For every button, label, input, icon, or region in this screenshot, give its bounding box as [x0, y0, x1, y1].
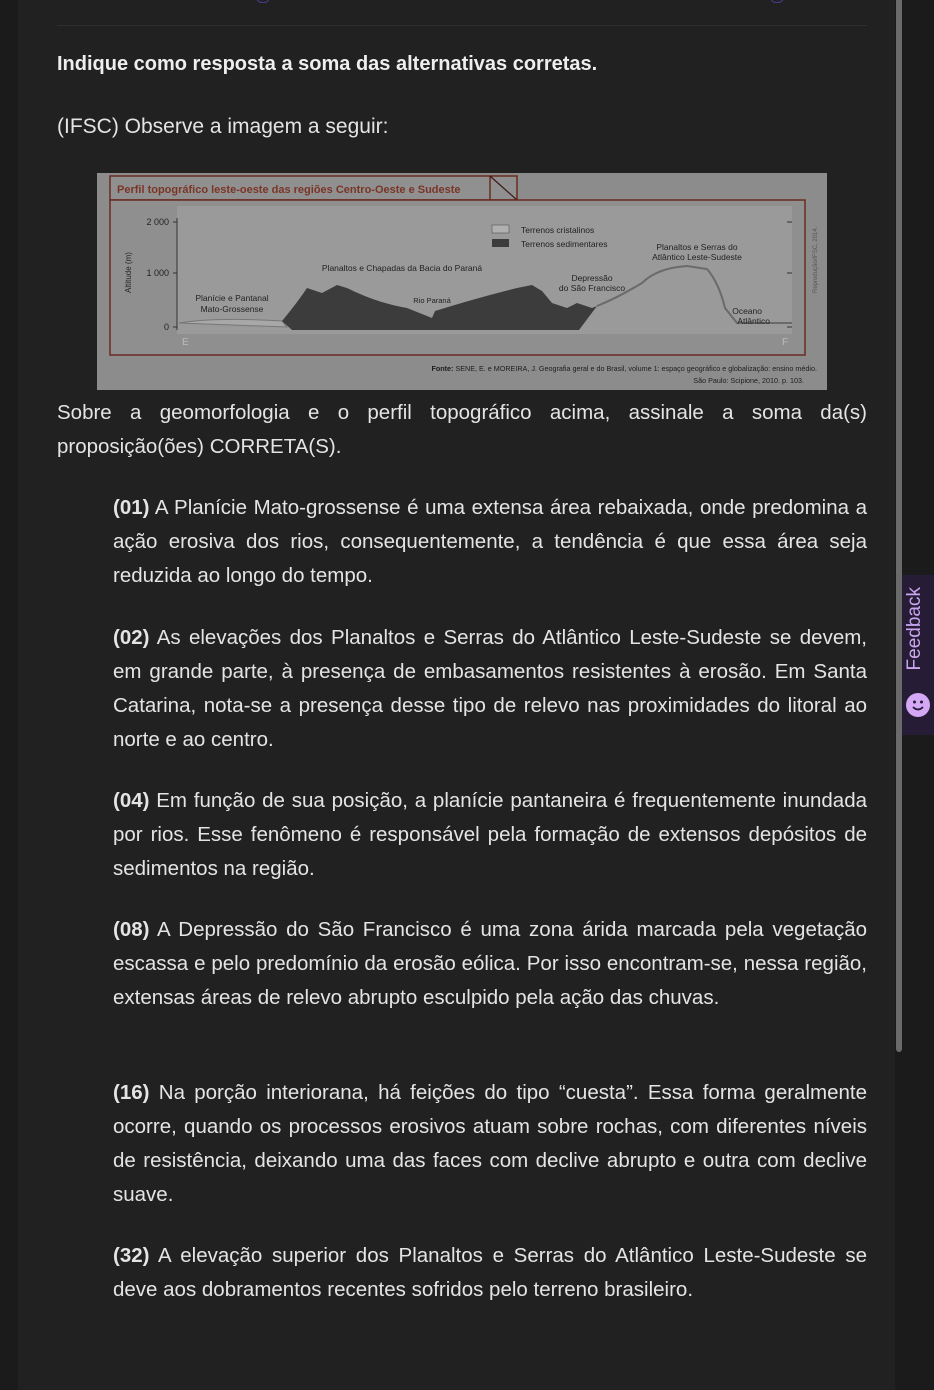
option-02: [113, 621, 867, 757]
legend-crystalline: Terrenos cristalinos: [521, 225, 595, 235]
label-planaltos: Planaltos e Chapadas da Bacia do Paraná: [321, 263, 483, 273]
option-16: [113, 1076, 867, 1212]
intro-text: (IFSC) Observe a imagem a seguir:: [57, 115, 389, 138]
option-number: (16): [113, 1081, 150, 1104]
option-text: As elevações dos Planaltos e Serras do Atlântico Leste-Sudeste se devem, em grande parte, à presença de embasamentos resistentes à erosão. Em Santa Catarina, nota-se a presença desse tipo de relevo nas proximidades do litoral ao norte e ao centro.: [113, 626, 867, 751]
scrollbar[interactable]: [896, 0, 902, 1052]
tab-indicator: [770, 0, 784, 3]
label-depressao-2: do São Francisco: [558, 283, 626, 293]
option-number: (08): [113, 918, 150, 941]
instruction: Indique como resposta a soma das alternativas corretas.: [57, 53, 598, 75]
label-serras-2: Atlântico Leste-Sudeste: [652, 252, 742, 262]
option-number: (04): [113, 789, 150, 812]
label-planicie: Planície e Pantanal: [195, 293, 269, 303]
figure-source-2: São Paulo: Scipione, 2010. p. 103.: [693, 376, 804, 385]
option-32: [113, 1239, 867, 1307]
option-text: A elevação superior dos Planaltos e Serras do Atlântico Leste-Sudeste se deve aos dobramentos recentes sofridos pelo terreno brasileiro.: [113, 1244, 867, 1301]
source-line-1: SENE, E. e MOREIRA, J. Geografia geral e do Brasil, volume 1: espaço geográfico e globalização: ensino médio.: [455, 364, 817, 373]
option-number: (02): [113, 626, 150, 649]
y-tick: 1 000: [146, 268, 169, 278]
question-text: Sobre a geomorfologia e o perfil topográfico acima, assinale a soma da(s) proposição(ões) CORRETA(S).: [57, 401, 867, 458]
end-label-e: E: [182, 337, 189, 348]
label-planicie-2: Mato-Grossense: [200, 304, 264, 314]
option-number: (01): [113, 496, 150, 519]
figure-source: [431, 364, 817, 373]
legend-sedimentary: Terrenos sedimentares: [521, 239, 608, 249]
label-serras: Planaltos e Serras do: [656, 242, 738, 252]
option-08: [113, 913, 867, 1015]
option-04: [113, 784, 867, 886]
source-label: Fonte:: [431, 364, 454, 373]
option-text: Em função de sua posição, a planície pantaneira é frequentemente inundada por rios. Esse fenômeno é responsável pela formação de extensos depósitos de sedimentos na região.: [113, 789, 867, 880]
option-number: (32): [113, 1244, 150, 1267]
image-credit: Reprodução/IFSC, 2014.: [813, 226, 819, 293]
label-rio-parana: Rio Paraná: [413, 296, 451, 305]
feedback-label: Feedback: [904, 587, 925, 671]
feedback-button[interactable]: [902, 575, 934, 735]
y-tick: 2 000: [146, 217, 169, 227]
y-axis-label: Altitude (m): [124, 252, 133, 293]
label-depressao: Depressão: [571, 273, 613, 283]
topographic-profile-figure: [97, 173, 827, 390]
y-tick: 0: [163, 322, 169, 332]
end-label-f: F: [782, 337, 789, 348]
option-01: [113, 491, 867, 593]
option-text: Na porção interiorana, há feições do tipo “cuesta”. Essa forma geralmente ocorre, quando os processos erosivos atuam sobre rochas, com diferentes níveis de resistência, deixando uma das faces com declive abrupto e outra com declive suave.: [113, 1081, 867, 1206]
figure-title: Perfil topográfico leste-oeste das regiões Centro-Oeste e Sudeste: [117, 184, 461, 196]
smiley-icon: [906, 693, 930, 717]
option-text: A Depressão do São Francisco é uma zona árida marcada pela vegetação escassa e pelo predomínio da erosão eólica. Por isso encontram-se, nessa região, extensas áreas de relevo abrupto esculpido pela ação das chuvas.: [113, 918, 867, 1009]
option-text: A Planície Mato-grossense é uma extensa área rebaixada, onde predomina a ação erosiva dos rios, consequentemente, a tendência é que essa área seja reduzida ao longo do tempo.: [113, 496, 867, 587]
label-oceano-2: Atlântico: [737, 316, 770, 326]
label-oceano: Oceano: [732, 306, 762, 316]
divider: [57, 25, 867, 26]
tab-indicator: [256, 0, 270, 3]
